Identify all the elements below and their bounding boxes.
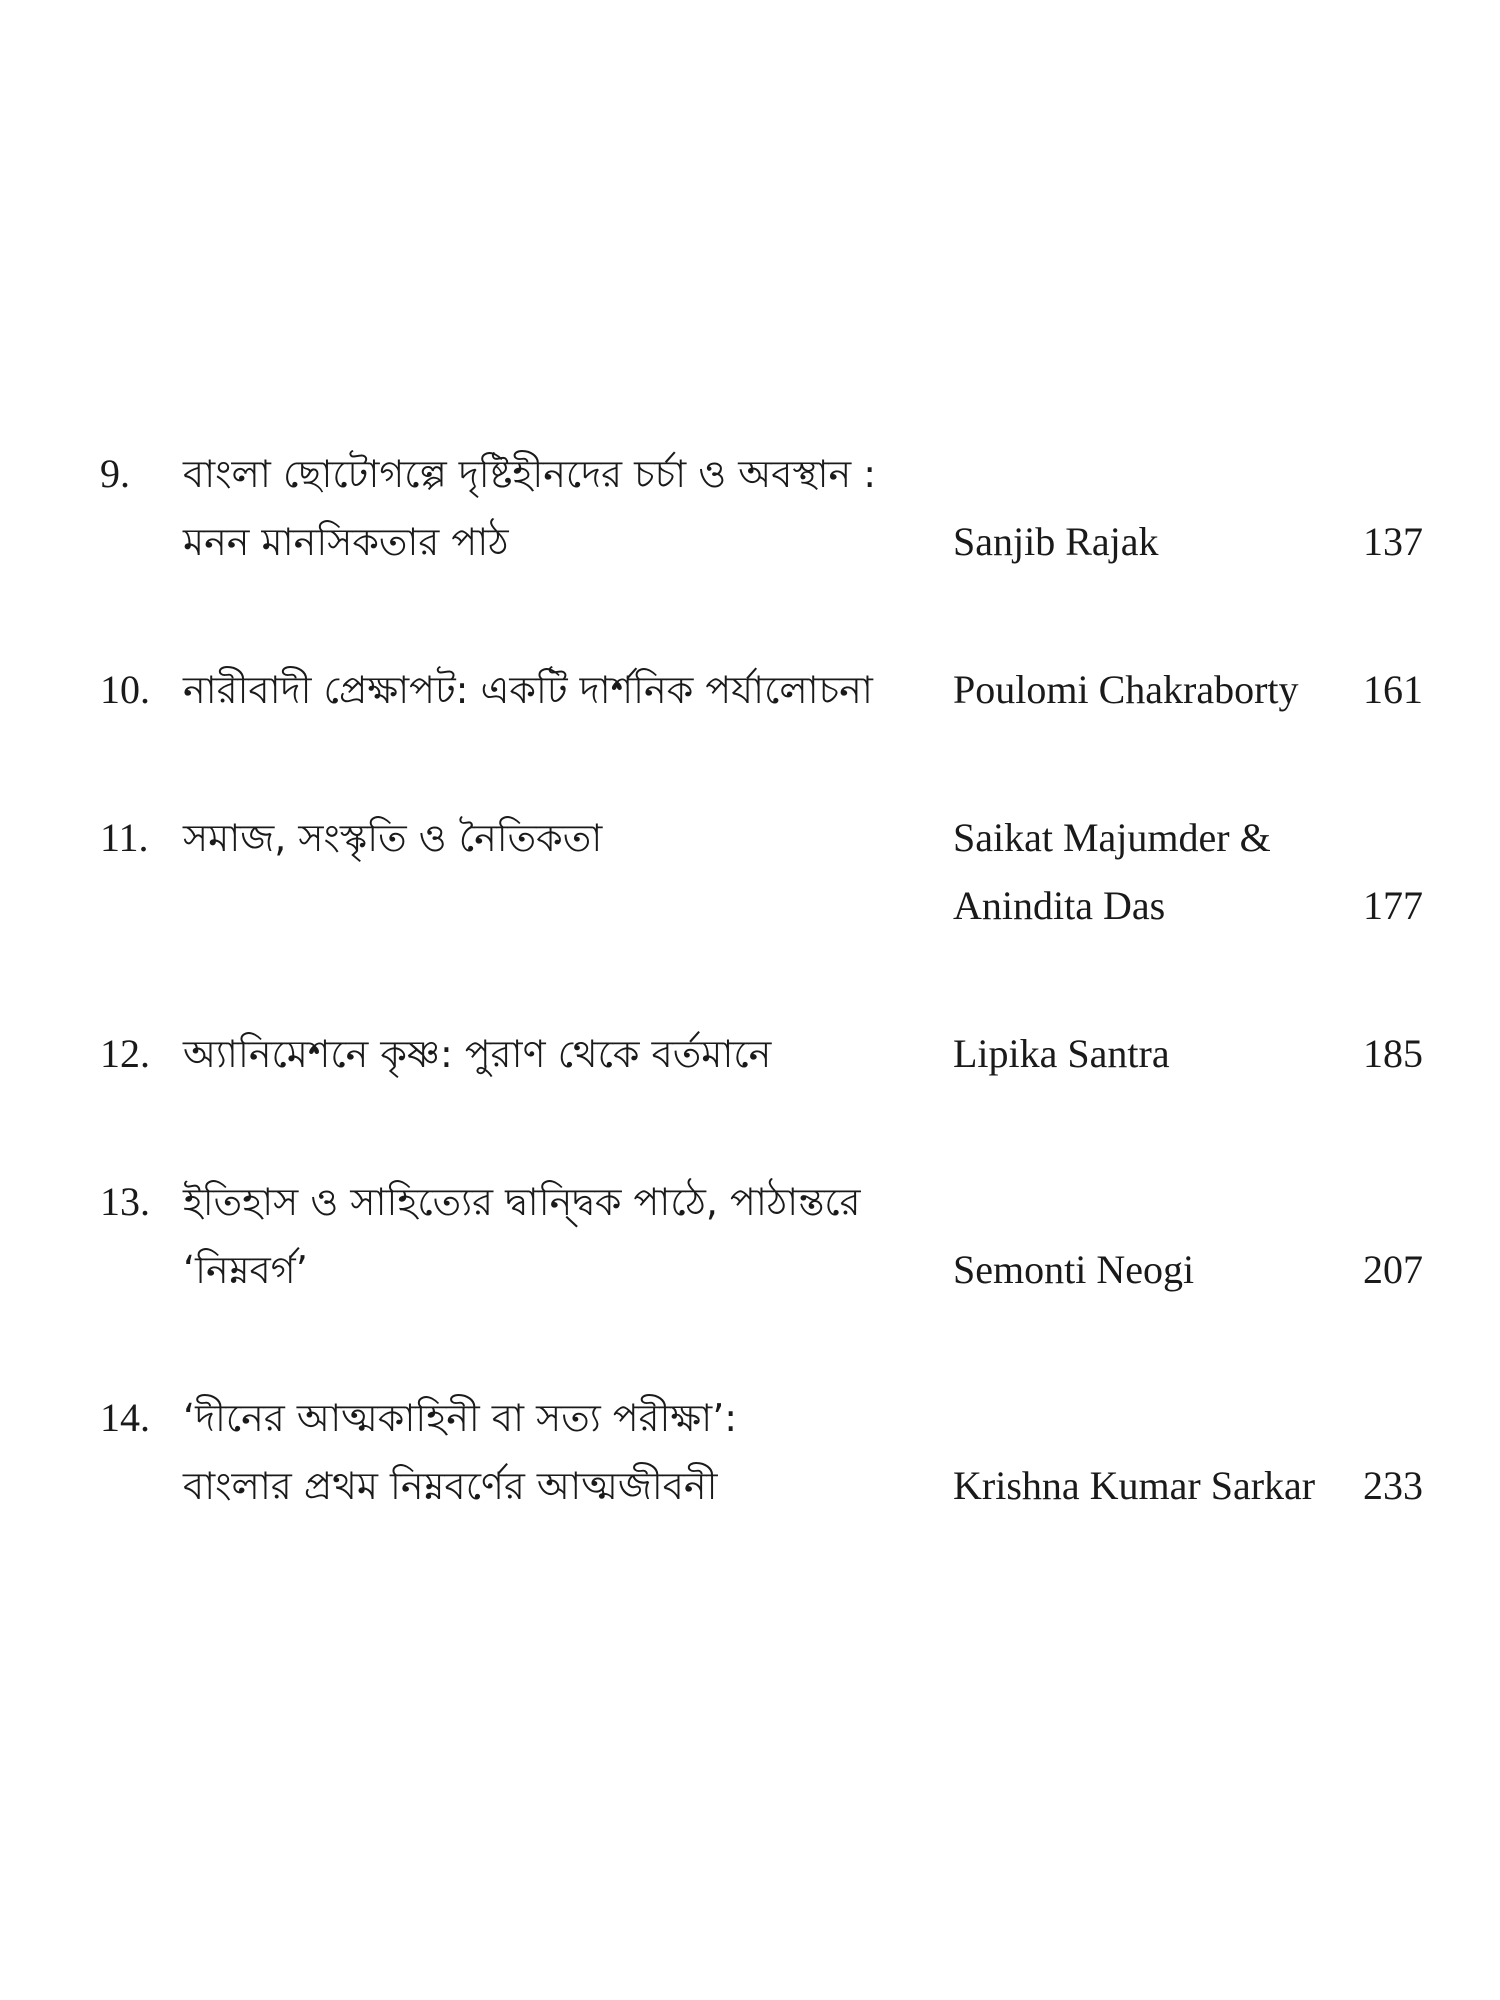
entry-title-line: ইতিহাস ও সাহিত্যের দ্বান্দ্বিক পাঠে, পাঠান্তরে bbox=[183, 1180, 861, 1224]
entry-title bbox=[183, 804, 953, 940]
entry-title bbox=[183, 1168, 953, 1304]
entry-author-line: Saikat Majumder & bbox=[953, 815, 1271, 860]
entry-author-line: Lipika Santra bbox=[953, 1031, 1170, 1076]
entry-author-line: Sanjib Rajak bbox=[953, 519, 1159, 564]
entry-author-line: Semonti Neogi bbox=[953, 1247, 1195, 1292]
toc-entry[interactable] bbox=[100, 656, 1450, 724]
entry-number: 14. bbox=[100, 1395, 150, 1440]
entry-author-line: Krishna Kumar Sarkar bbox=[953, 1463, 1316, 1508]
toc-entry[interactable] bbox=[100, 1020, 1450, 1088]
entry-page-number: 185 bbox=[1363, 1031, 1423, 1076]
entry-author bbox=[953, 804, 1343, 940]
entry-title bbox=[183, 1384, 953, 1520]
entry-number: 10. bbox=[100, 667, 150, 712]
entry-author-line: Anindita Das bbox=[953, 883, 1166, 928]
entry-author bbox=[953, 1020, 1343, 1088]
entry-title bbox=[183, 656, 953, 724]
toc-entry[interactable] bbox=[100, 1384, 1450, 1520]
entry-title-line bbox=[183, 872, 953, 940]
entry-title-line: অ্যানিমেশনে কৃষ্ণ: পুরাণ থেকে বর্তমানে bbox=[183, 1032, 772, 1076]
toc-entry[interactable] bbox=[100, 440, 1450, 576]
entry-author bbox=[953, 508, 1343, 576]
toc-entry[interactable] bbox=[100, 804, 1450, 940]
entry-title-line: নারীবাদী প্রেক্ষাপট: একটি দার্শনিক পর্যালোচনা bbox=[183, 668, 873, 712]
entry-number: 9. bbox=[100, 451, 130, 496]
entry-title-line: ‘নিম্নবর্গ’ bbox=[183, 1248, 308, 1292]
entry-page-number: 177 bbox=[1363, 883, 1423, 928]
entry-author-line: Poulomi Chakraborty bbox=[953, 667, 1299, 712]
entry-page-number: 137 bbox=[1363, 519, 1423, 564]
entry-page-number: 161 bbox=[1363, 667, 1423, 712]
entry-title bbox=[183, 1020, 953, 1088]
entry-number: 12. bbox=[100, 1031, 150, 1076]
entry-title-line: বাংলা ছোটোগল্পে দৃষ্টিহীনদের চর্চা ও অবস্থান : bbox=[183, 452, 877, 496]
entry-title bbox=[183, 440, 953, 576]
entry-author bbox=[953, 656, 1343, 724]
entry-number: 13. bbox=[100, 1179, 150, 1224]
entry-number: 11. bbox=[100, 815, 149, 860]
toc-entry[interactable] bbox=[100, 1168, 1450, 1304]
entry-page-number: 207 bbox=[1363, 1247, 1423, 1292]
entry-title-line: মনন মানসিকতার পাঠ bbox=[183, 520, 509, 564]
entry-title-line: ‘দীনের আত্মকাহিনী বা সত্য পরীক্ষা’: bbox=[183, 1396, 738, 1440]
entry-author bbox=[953, 1236, 1343, 1304]
entry-title-line: সমাজ, সংস্কৃতি ও নৈতিকতা bbox=[183, 816, 603, 860]
table-of-contents bbox=[100, 440, 1450, 1600]
entry-title-line: বাংলার প্রথম নিম্নবর্ণের আত্মজীবনী bbox=[183, 1464, 718, 1508]
entry-author bbox=[953, 1452, 1343, 1520]
entry-page-number: 233 bbox=[1363, 1463, 1423, 1508]
